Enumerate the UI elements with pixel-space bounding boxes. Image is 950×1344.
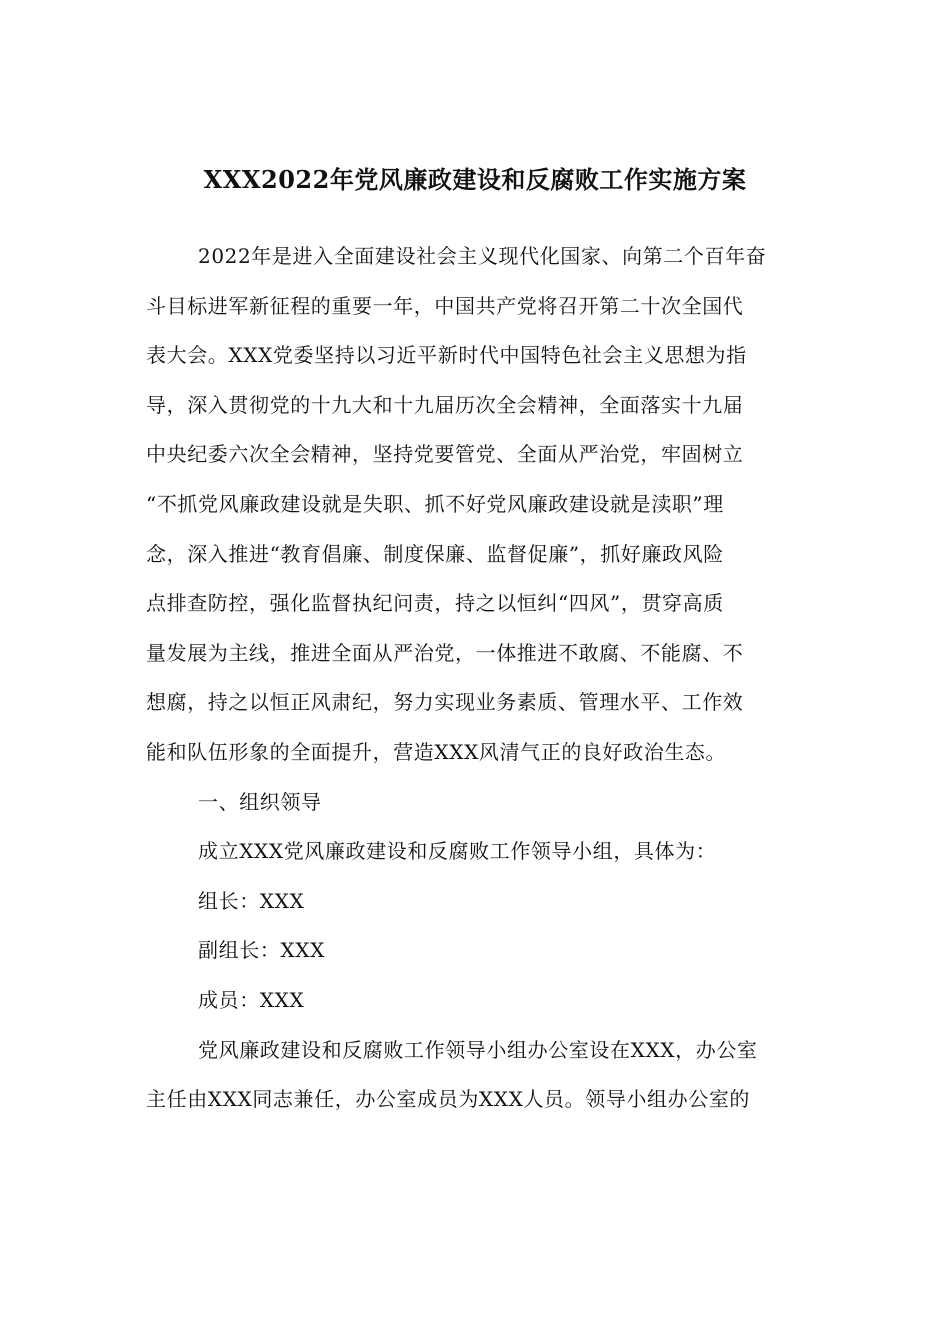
document-body xyxy=(146,232,804,1125)
paragraph-line: 2022年是进入全面建设社会主义现代化国家、向第二个百年奋 xyxy=(198,244,767,268)
paragraph-line: “不抓党风廉政建设就是失职、抓不好党风廉政建设就是渎职”理 xyxy=(146,491,724,516)
leader-line: 组长：XXX xyxy=(198,888,305,913)
deputy-leader-line: 副组长：XXX xyxy=(198,938,325,963)
paragraph-line: 念，深入推进“教育倡廉、制度保廉、监督促廉”，抓好廉政风险 xyxy=(146,541,724,566)
paragraph-line: 量发展为主线，推进全面从严治党，一体推进不敢腐、不能腐、不 xyxy=(146,640,744,665)
paragraph-line: 斗目标进军新征程的重要一年，中国共产党将召开第二十次全国代 xyxy=(146,293,744,318)
paragraph-line: 党风廉政建设和反腐败工作领导小组办公室设在XXX，办公室 xyxy=(198,1037,758,1062)
intro-paragraph xyxy=(146,232,804,778)
office-paragraph xyxy=(146,1026,804,1125)
paragraph-line: 点排查防控，强化监督执纪问责，持之以恒纠“四风”，贯穿高质 xyxy=(146,591,724,616)
members-line: 成员：XXX xyxy=(198,987,305,1012)
paragraph-line: 中央纪委六次全会精神，坚持党要管党、全面从严治党，牢固树立 xyxy=(146,442,744,467)
section-heading: 一、组织领导 xyxy=(198,789,322,814)
paragraph-line: 想腐，持之以恒正风肃纪，努力实现业务素质、管理水平、工作效 xyxy=(146,690,744,715)
paragraph-line: 能和队伍形象的全面提升，营造XXX风清气正的良好政治生态。 xyxy=(146,739,727,764)
section-intro: 成立XXX党风廉政建设和反腐败工作领导小组，具体为： xyxy=(198,839,717,864)
document-title: XXX2022年党风廉政建设和反腐败工作实施方案 xyxy=(203,165,747,194)
paragraph-line: 表大会。XXX党委坚持以习近平新时代中国特色社会主义思想为指 xyxy=(146,343,747,368)
paragraph-line: 导，深入贯彻党的十九大和十九届历次全会精神，全面落实十九届 xyxy=(146,392,744,417)
paragraph-line: 主任由XXX同志兼任，办公室成员为XXX人员。领导小组办公室的 xyxy=(146,1087,751,1112)
